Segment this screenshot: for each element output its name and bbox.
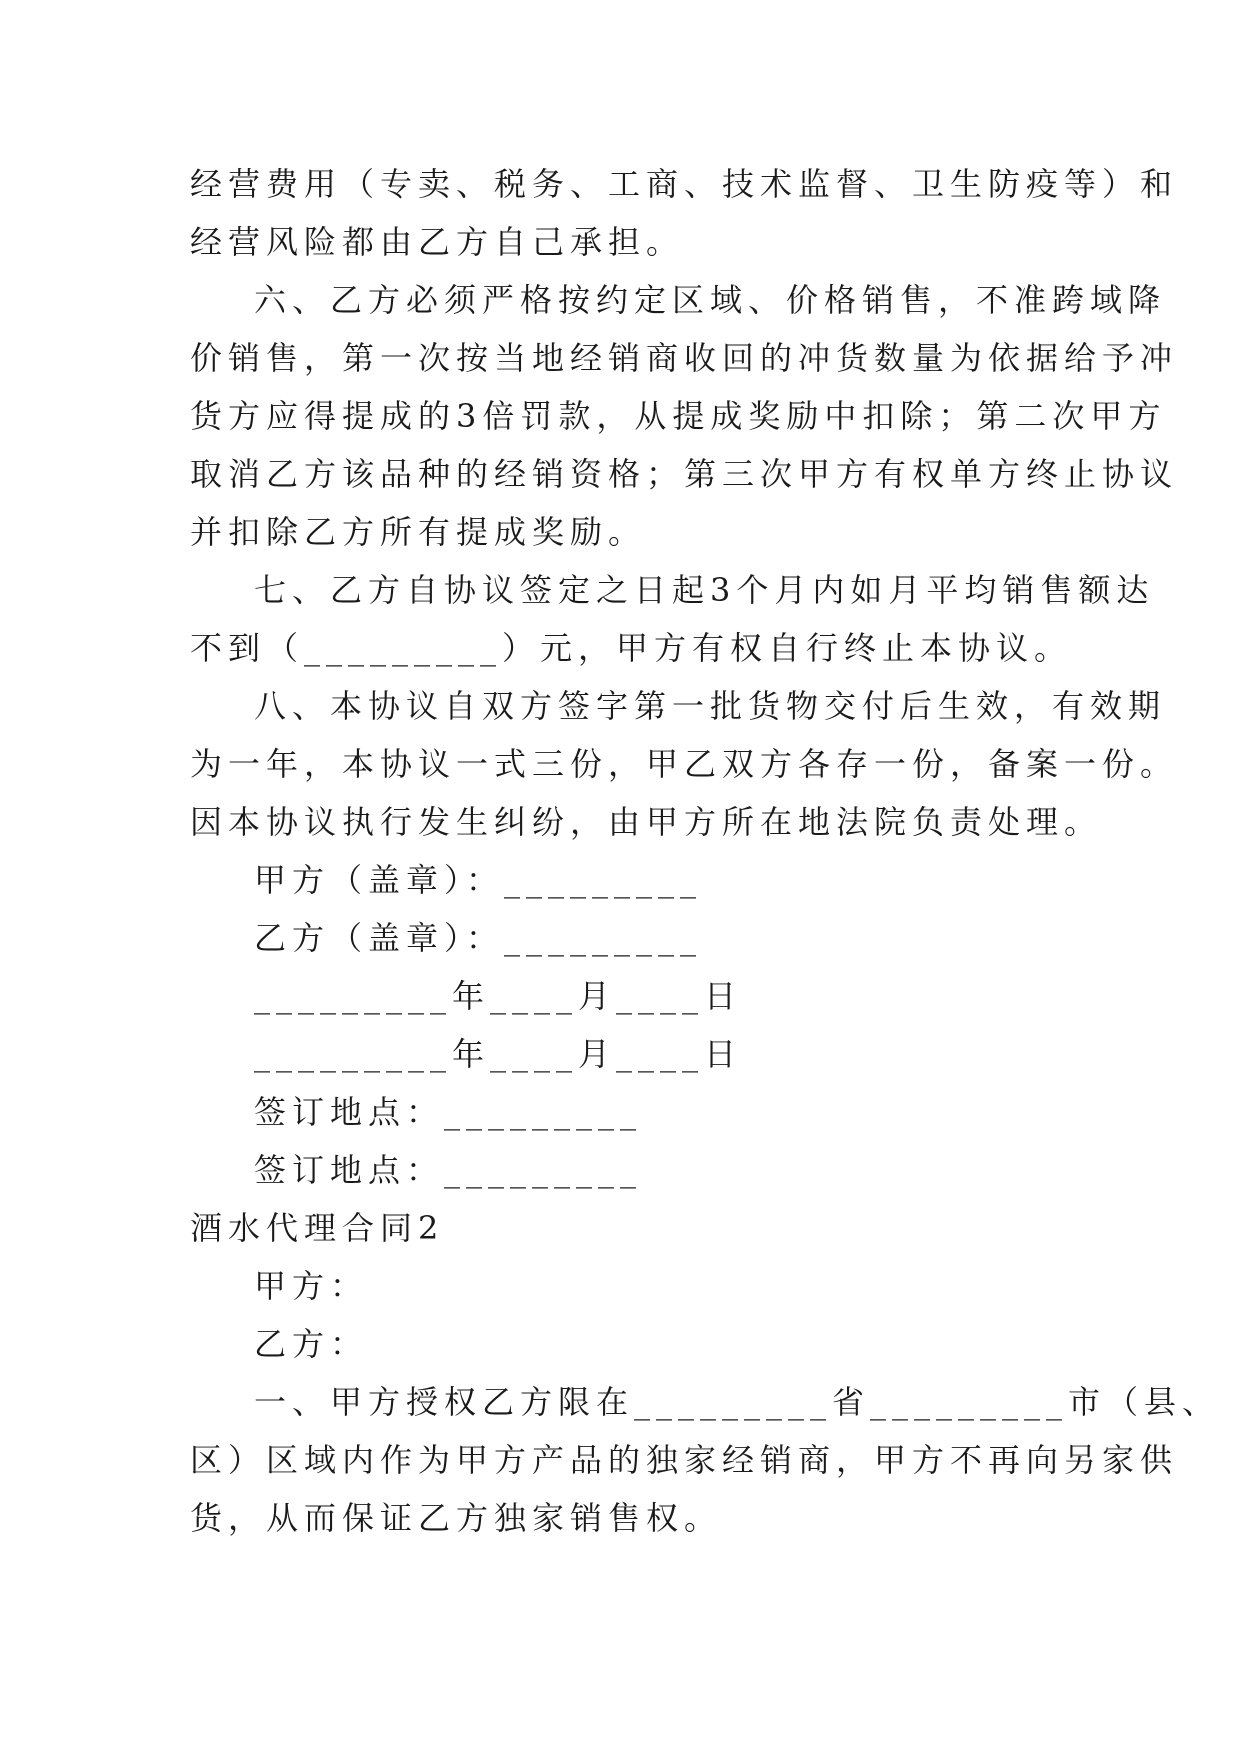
party-b-seal: 乙方（盖章）：_________ — [254, 919, 703, 957]
body-line-2: 经营风险都由乙方自己承担。 — [190, 223, 685, 261]
clause-7-line-2: 不到（_________）元，甲方有权自行终止本协议。 — [190, 629, 1073, 667]
signing-place-2: 签订地点：_________ — [254, 1151, 643, 1189]
clause-8-line-2: 为一年，本协议一式三份，甲乙双方各存一份，备案一份。 — [190, 745, 1179, 783]
party-b-label: 乙方： — [254, 1325, 369, 1363]
signing-date-2: _________年____月____日 — [254, 1035, 743, 1073]
signing-place-1: 签订地点：_________ — [254, 1093, 643, 1131]
clause-6-line-3: 货方应得提成的3倍罚款，从提成奖励中扣除；第二次甲方 — [190, 397, 1167, 435]
clause-8-line-3: 因本协议执行发生纠纷，由甲方所在地法院负责处理。 — [190, 803, 1103, 841]
clause-1-line-1: 一、甲方授权乙方限在_________省_________市（县、 — [254, 1383, 1221, 1421]
document-body — [190, 155, 1221, 1547]
party-a-label: 甲方： — [254, 1267, 369, 1305]
clause-1-line-2: 区）区域内作为甲方产品的独家经销商，甲方不再向另家供 — [190, 1441, 1179, 1479]
clause-6-line-4: 取消乙方该品种的经销资格；第三次甲方有权单方终止协议 — [190, 455, 1179, 493]
party-a-seal: 甲方（盖章）：_________ — [254, 861, 703, 899]
section-title: 酒水代理合同2 — [190, 1209, 445, 1247]
clause-6-line-2: 价销售，第一次按当地经销商收回的冲货数量为依据给予冲 — [190, 339, 1179, 377]
clause-1-line-3: 货，从而保证乙方独家销售权。 — [190, 1499, 723, 1537]
clause-7-line-1: 七、乙方自协议签定之日起3个月内如月平均销售额达 — [254, 571, 1155, 609]
signing-date-1: _________年____月____日 — [254, 977, 743, 1015]
clause-8-line-1: 八、本协议自双方签字第一批货物交付后生效，有效期 — [254, 687, 1167, 725]
body-line-1: 经营费用（专卖、税务、工商、技术监督、卫生防疫等）和 — [190, 165, 1179, 203]
clause-6-line-1: 六、乙方必须严格按约定区域、价格销售，不准跨域降 — [254, 281, 1167, 319]
clause-6-line-5: 并扣除乙方所有提成奖励。 — [190, 513, 647, 551]
